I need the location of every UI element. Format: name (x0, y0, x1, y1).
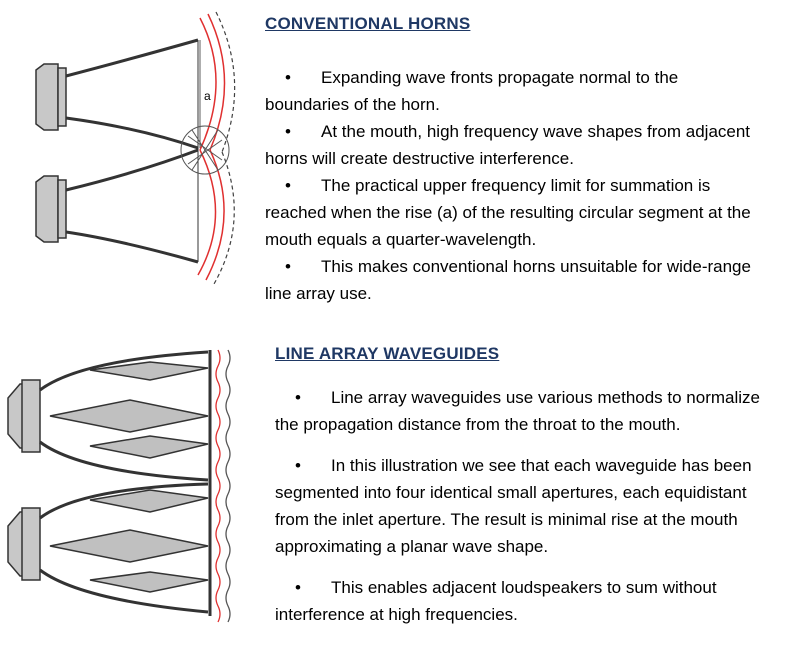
line-array-waveguides-heading: LINE ARRAY WAVEGUIDES (275, 344, 500, 363)
line-array-waveguides-list (275, 384, 775, 642)
list-item: • Expanding wave fronts propagate normal to the boundaries of the horn. (265, 68, 679, 114)
list-item: • This makes conventional horns unsuitable for wide-range line array use. (265, 257, 751, 303)
conventional-horns-heading: CONVENTIONAL HORNS (265, 14, 471, 33)
line-array-waveguides-diagram (0, 340, 260, 640)
upper-driver (8, 380, 40, 452)
list-item: • At the mouth, high frequency wave shapes from adjacent horns will create destructive interference. (265, 122, 751, 168)
upper-driver (36, 64, 66, 130)
lower-driver (8, 508, 40, 580)
list-item: • Line array waveguides use various methods to normalize the propagation distance from the throat to the mouth. (275, 388, 761, 434)
rise-label: a (204, 89, 211, 103)
lower-driver (36, 176, 66, 242)
conventional-horns-list (265, 64, 765, 307)
list-item: • This enables adjacent loudspeakers to sum without interference at high frequencies. (275, 578, 717, 624)
conventional-horns-diagram (0, 0, 255, 290)
list-item: • The practical upper frequency limit for summation is reached when the rise (a) of the resulting circular segment at the mouth equals a quarter-wavelength. (265, 176, 751, 249)
planar-wavefronts (216, 350, 230, 622)
list-item: • In this illustration we see that each waveguide has been segmented into four identical small apertures, each equidistant from the inlet aperture. The result is minimal rise at the mouth approximating a planar wave shape. (275, 456, 752, 556)
dashed-wavefronts (214, 12, 235, 284)
upper-horn (66, 40, 198, 148)
lower-horn (66, 150, 198, 262)
